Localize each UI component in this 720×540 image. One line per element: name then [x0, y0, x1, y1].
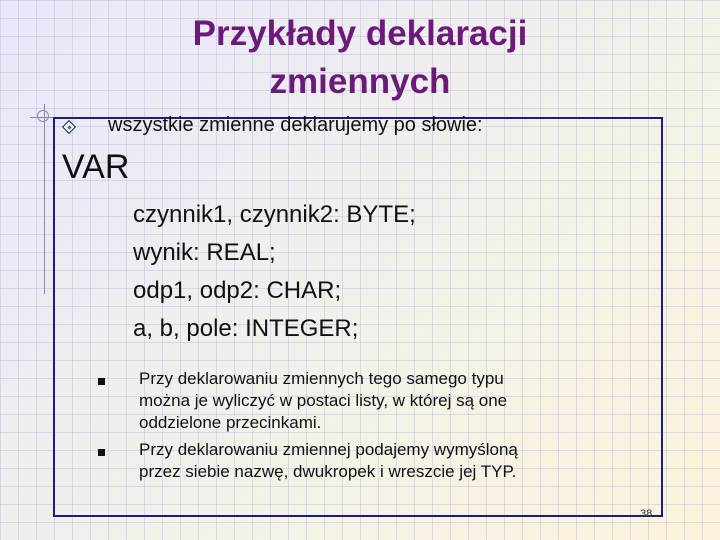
note-line: Przy deklarowaniu zmiennych tego samego typu	[139, 369, 504, 388]
declaration-block	[133, 196, 416, 348]
slide-title	[110, 10, 610, 106]
square-bullet-icon	[98, 378, 105, 385]
note-line: można je wyliczyć w postaci listy, w której są one	[139, 391, 508, 410]
decorative-accent-line-vertical	[44, 104, 45, 294]
note-name-colon-type	[139, 439, 518, 483]
declaration-line: a, b, pole: INTEGER;	[133, 315, 359, 342]
note-line: przez siebie nazwę, dwukropek i wreszcie jej TYP.	[139, 462, 517, 481]
note-line: Przy deklarowaniu zmiennej podajemy wymyśloną	[139, 440, 518, 459]
slide-title-line-2: zmiennych	[269, 62, 451, 101]
var-keyword: VAR	[62, 148, 130, 186]
intro-text: wszystkie zmienne deklarujemy po słowie:	[108, 114, 483, 136]
declaration-line: czynnik1, czynnik2: BYTE;	[133, 201, 416, 228]
declaration-line: odp1, odp2: CHAR;	[133, 277, 342, 304]
square-bullet-icon	[98, 449, 105, 456]
slide-title-line-1: Przykłady deklaracji	[192, 14, 528, 53]
note-list-declaration	[139, 368, 507, 434]
diamond-bullet-center	[67, 125, 71, 129]
declaration-line: wynik: REAL;	[133, 239, 276, 266]
note-line: oddzielone przecinkami.	[139, 413, 322, 432]
decorative-accent-circle	[37, 110, 49, 122]
page-number: 38	[640, 508, 653, 520]
